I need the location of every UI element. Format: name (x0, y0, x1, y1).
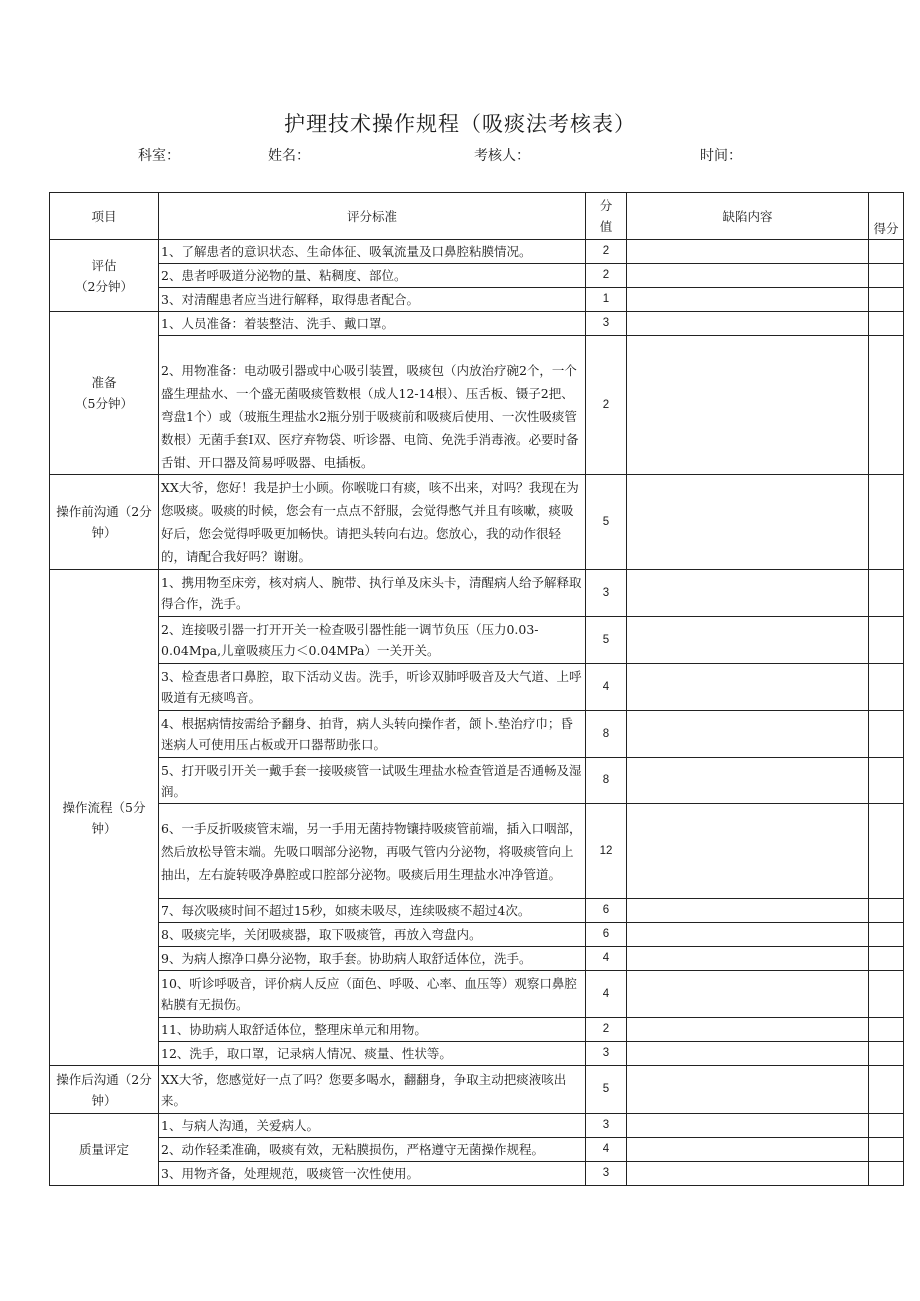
defect-cell[interactable] (627, 1162, 869, 1186)
defect-cell[interactable] (627, 947, 869, 971)
defect-cell[interactable] (627, 899, 869, 923)
defect-cell[interactable] (627, 1042, 869, 1066)
table-row (50, 1066, 904, 1114)
table-row (50, 1138, 904, 1162)
score-cell[interactable] (869, 570, 904, 617)
defect-cell[interactable] (627, 240, 869, 264)
assessment-table (49, 192, 904, 1186)
points-cell: 3 (586, 1042, 627, 1066)
defect-cell[interactable] (627, 758, 869, 804)
defect-cell[interactable] (627, 971, 869, 1018)
defect-cell[interactable] (627, 312, 869, 336)
score-cell[interactable] (869, 971, 904, 1018)
score-cell[interactable] (869, 336, 904, 475)
category-pre-communication: 操作前沟通（2分 钟） (50, 475, 159, 570)
points-cell: 2 (586, 240, 627, 264)
points-cell: 2 (586, 264, 627, 288)
table-header-row (50, 193, 904, 240)
criteria-cell: 1、携用物至床旁，核对病人、腕带、执行单及床头卡，清醒病人给予解释取得合作，洗手。 (159, 570, 586, 617)
header-score: 得分 (869, 193, 904, 240)
category-quality: 质量评定 (50, 1114, 159, 1186)
criteria-cell: 4、根据病情按需给予翻身、拍背，病人头转向操作者，颌卜.垫治疗巾；昏迷病人可使用压占板或开口器帮助张口。 (159, 711, 586, 758)
table-row (50, 804, 904, 899)
criteria-cell: XX大爷，您好！我是护士小顾。你喉咙口有痰，咳不出来，对吗？我现在为您吸痰。吸痰的时候，您会有一点点不舒服，会觉得憋气并且有咳嗽，痰吸好后，您会觉得呼吸更加畅快。请把头转向右边。您放心，我的动作很轻的，请配合我好吗？谢谢。 (159, 475, 586, 570)
points-cell: 4 (586, 971, 627, 1018)
points-cell: 4 (586, 1138, 627, 1162)
page-title: 护理技术操作规程（吸痰法考核表） (284, 112, 636, 136)
score-cell[interactable] (869, 1066, 904, 1114)
criteria-cell: 7、每次吸痰时间不超过15秒，如痰未吸尽，连续吸痰不超过4次。 (159, 899, 586, 923)
points-cell: 12 (586, 804, 627, 899)
category-prep: 准备 （5分钟） (50, 312, 159, 475)
points-cell: 2 (586, 336, 627, 475)
criteria-cell: 12、洗手，取口罩，记录病人情况、痰量、性状等。 (159, 1042, 586, 1066)
defect-cell[interactable] (627, 617, 869, 664)
table-row (50, 947, 904, 971)
defect-cell[interactable] (627, 1066, 869, 1114)
score-cell[interactable] (869, 1114, 904, 1138)
header-points: 分 值 (586, 193, 627, 240)
header-item: 项目 (50, 193, 159, 240)
points-cell: 3 (586, 570, 627, 617)
category-assess: 评估 （2分钟） (50, 240, 159, 312)
dept-label: 科室： (138, 148, 180, 164)
table-row (50, 1042, 904, 1066)
defect-cell[interactable] (627, 1114, 869, 1138)
points-cell: 8 (586, 758, 627, 804)
criteria-cell: XX大爷，您感觉好一点了吗？您要多喝水，翻翻身，争取主动把痰液咳出来。 (159, 1066, 586, 1114)
defect-cell[interactable] (627, 475, 869, 570)
table-row (50, 899, 904, 923)
table-row (50, 312, 904, 336)
criteria-cell: 8、吸痰完毕，关闭吸痰器，取下吸痰管，再放入弯盘内。 (159, 923, 586, 947)
header-defects: 缺陷内容 (627, 193, 869, 240)
points-cell: 3 (586, 1114, 627, 1138)
table-row (50, 336, 904, 475)
score-cell[interactable] (869, 664, 904, 711)
criteria-cell: 6、一手反折吸痰管末端，另一手用无菌持物镶持吸痰管前端，插入口咽部，然后放松导管末端。先吸口咽部分泌物，再吸气管内分泌物，将吸痰管向上抽出，左右旋转吸净鼻腔或口腔部分泌物。吸痰后用生理盐水冲净管道。 (159, 804, 586, 899)
defect-cell[interactable] (627, 923, 869, 947)
points-cell: 4 (586, 664, 627, 711)
table-row (50, 971, 904, 1018)
score-cell[interactable] (869, 1042, 904, 1066)
points-cell: 1 (586, 288, 627, 312)
category-process: 操作流程（5分 钟） (50, 570, 159, 1066)
points-cell: 4 (586, 947, 627, 971)
table-row (50, 475, 904, 570)
defect-cell[interactable] (627, 711, 869, 758)
table-row (50, 1114, 904, 1138)
score-cell[interactable] (869, 1138, 904, 1162)
criteria-cell: 1、人员准备：着装整洁、洗手、戴口罩。 (159, 312, 586, 336)
defect-cell[interactable] (627, 336, 869, 475)
points-cell: 8 (586, 711, 627, 758)
score-cell[interactable] (869, 617, 904, 664)
criteria-cell: 3、用物齐备，处理规范，吸痰管一次性使用。 (159, 1162, 586, 1186)
score-cell[interactable] (869, 264, 904, 288)
table-row (50, 711, 904, 758)
points-cell: 6 (586, 899, 627, 923)
table-row (50, 758, 904, 804)
criteria-cell: 2、患者呼吸道分泌物的量、粘稠度、部位。 (159, 264, 586, 288)
examiner-label: 考核人： (474, 148, 530, 164)
criteria-cell: 3、检查患者口鼻腔，取下活动义齿。洗手，听诊双肺呼吸音及大气道、上呼吸道有无痰鸣音。 (159, 664, 586, 711)
time-label: 时间： (700, 148, 742, 164)
defect-cell[interactable] (627, 570, 869, 617)
defect-cell[interactable] (627, 804, 869, 899)
criteria-cell: 10、听诊呼吸音，评价病人反应（面色、呼吸、心率、血压等）观察口鼻腔粘膜有无损伤。 (159, 971, 586, 1018)
points-cell: 5 (586, 1066, 627, 1114)
table-row (50, 1018, 904, 1042)
criteria-cell: 2、连接吸引器一打开开关一检查吸引器性能一调节负压（压力0.03-0.04Mpa,儿童吸痰压力＜0.04MPa）一关开关。 (159, 617, 586, 664)
score-cell[interactable] (869, 1162, 904, 1186)
table-row (50, 1162, 904, 1186)
table-row (50, 240, 904, 264)
table-row (50, 288, 904, 312)
table-row (50, 923, 904, 947)
score-cell[interactable] (869, 947, 904, 971)
category-post-communication: 操作后沟通（2分 钟） (50, 1066, 159, 1114)
criteria-cell: 5、打开吸引开关一戴手套一接吸痰管一试吸生理盐水检查管道是否通畅及湿润。 (159, 758, 586, 804)
score-cell[interactable] (869, 312, 904, 336)
score-cell[interactable] (869, 1018, 904, 1042)
points-cell: 3 (586, 1162, 627, 1186)
criteria-cell: 11、协助病人取舒适体位，整理床单元和用物。 (159, 1018, 586, 1042)
score-cell[interactable] (869, 758, 904, 804)
defect-cell[interactable] (627, 1138, 869, 1162)
criteria-cell: 9、为病人擦净口鼻分泌物，取手套。协助病人取舒适体位，洗手。 (159, 947, 586, 971)
criteria-cell: 2、用物准备：电动吸引器或中心吸引装置，吸痰包（内放治疗碗2个，一个盛生理盐水、一个盛无菌吸痰管数根（成人12-14根）、压舌板、镊子2把、弯盘1个）或（玻瓶生理盐水2瓶分别于吸痰前和吸痰后使用、一次性吸痰管数根）无菌手套I双、医疗弃物袋、听诊器、电筒、免洗手消毒液。必要时备舌钳、开口器及简易呼吸器、电插板。 (159, 336, 586, 475)
points-cell: 5 (586, 617, 627, 664)
points-cell: 6 (586, 923, 627, 947)
table-row (50, 664, 904, 711)
points-cell: 3 (586, 312, 627, 336)
defect-cell[interactable] (627, 264, 869, 288)
defect-cell[interactable] (627, 1018, 869, 1042)
score-cell[interactable] (869, 899, 904, 923)
score-cell[interactable] (869, 288, 904, 312)
score-cell[interactable] (869, 240, 904, 264)
score-cell[interactable] (869, 475, 904, 570)
table-row (50, 617, 904, 664)
table-row (50, 570, 904, 617)
criteria-cell: 1、了解患者的意识状态、生命体征、吸氧流量及口鼻腔粘膜情况。 (159, 240, 586, 264)
criteria-cell: 1、与病人沟通，关爱病人。 (159, 1114, 586, 1138)
defect-cell[interactable] (627, 288, 869, 312)
score-cell[interactable] (869, 923, 904, 947)
points-cell: 5 (586, 475, 627, 570)
points-cell: 2 (586, 1018, 627, 1042)
name-label: 姓名： (268, 148, 310, 164)
score-cell[interactable] (869, 711, 904, 758)
table-row (50, 264, 904, 288)
header-criteria: 评分标准 (159, 193, 586, 240)
criteria-cell: 2、动作轻柔准确，吸痰有效，无粘膜损伤，严格遵守无菌操作规程。 (159, 1138, 586, 1162)
defect-cell[interactable] (627, 664, 869, 711)
criteria-cell: 3、对清醒患者应当进行解释，取得患者配合。 (159, 288, 586, 312)
score-cell[interactable] (869, 804, 904, 899)
